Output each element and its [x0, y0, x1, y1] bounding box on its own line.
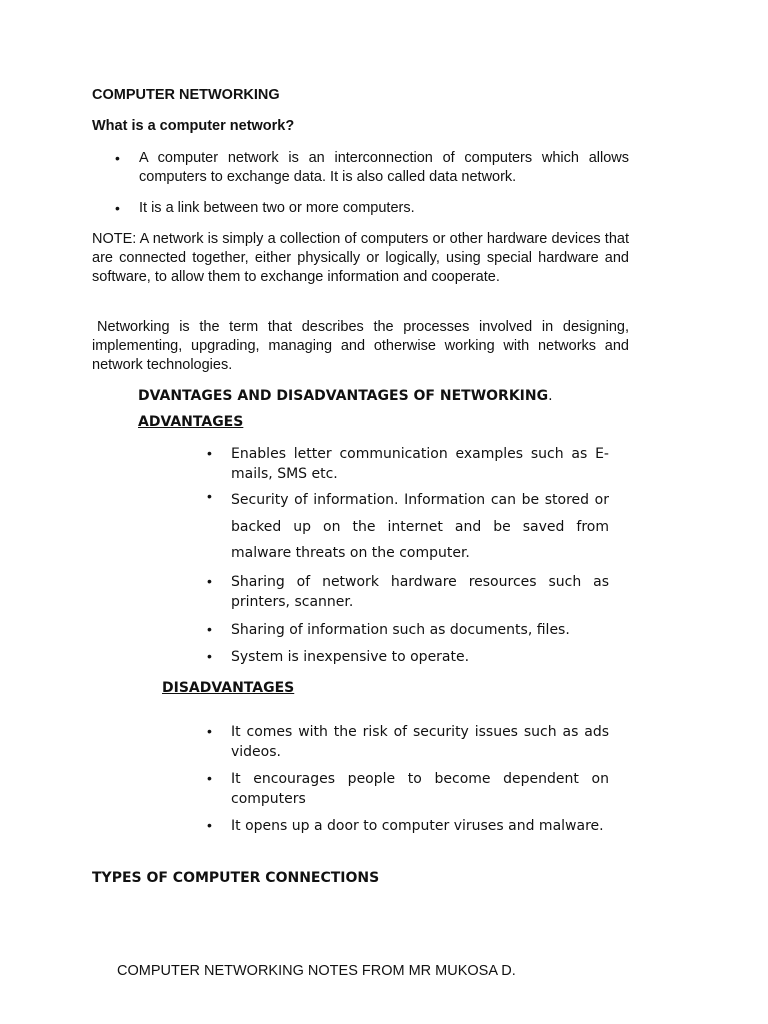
bullet-icon: •	[207, 573, 212, 589]
page-footer: COMPUTER NETWORKING NOTES FROM MR MUKOSA D.	[117, 963, 516, 979]
advantages-heading: ADVANTAGES	[138, 414, 244, 430]
bullet-icon: •	[207, 817, 212, 833]
bullet-icon: •	[115, 200, 120, 216]
bullet-icon: •	[207, 648, 212, 664]
bullet-icon: •	[207, 621, 212, 637]
list-item	[207, 722, 609, 762]
list-item-text: Sharing of network hardware resources such as printers, scanner.	[231, 574, 609, 610]
bullet-icon: •	[207, 445, 212, 461]
list-item	[207, 620, 609, 640]
bullet-icon: •	[207, 488, 212, 504]
types-heading: TYPES OF COMPUTER CONNECTIONS	[92, 870, 380, 886]
networking-paragraph: Networking is the term that describes the processes involved in designing, implementing, upgrading, managing and otherwise working with networks and network technologies.	[92, 319, 629, 373]
list-item	[115, 149, 629, 187]
section-heading-text: DVANTAGES AND DISADVANTAGES OF NETWORKING	[138, 388, 549, 404]
section-heading-dot: .	[548, 388, 553, 404]
section-heading	[138, 388, 553, 404]
document-title: COMPUTER NETWORKING	[92, 87, 280, 103]
list-item-text: It comes with the risk of security issues such as ads videos.	[231, 724, 609, 760]
list-item-text: Sharing of information such as documents, files.	[231, 622, 570, 638]
list-item-text: System is inexpensive to operate.	[231, 649, 470, 665]
bullet-icon: •	[115, 150, 120, 166]
disadvantages-heading: DISADVANTAGES	[162, 680, 295, 696]
note-paragraph: NOTE: A network is simply a collection of computers or other hardware devices that are connected together, either physically or logically, using special hardware and software, to allow them to exchange information and cooperate.	[92, 231, 629, 285]
bullet-icon: •	[207, 770, 212, 786]
list-item	[207, 769, 609, 809]
list-item	[207, 647, 609, 667]
question-heading: What is a computer network?	[92, 118, 295, 134]
list-item	[207, 816, 609, 836]
list-item	[207, 444, 609, 484]
list-item-text: It encourages people to become dependent on computers	[231, 771, 609, 807]
bullet-icon: •	[207, 723, 212, 739]
list-item-text: Enables letter communication examples such as E-mails, SMS etc.	[231, 446, 609, 482]
list-item-text: It is a link between two or more computers.	[139, 200, 415, 216]
list-item-text: Security of information. Information can be stored or backed up on the internet and be saved from malware threats on the computer.	[231, 492, 609, 561]
list-item	[207, 572, 609, 612]
list-item	[207, 487, 609, 567]
list-item	[115, 199, 629, 218]
list-item-text: A computer network is an interconnection of computers which allows computers to exchange data. It is also called data network.	[139, 150, 629, 185]
list-item-text: It opens up a door to computer viruses and malware.	[231, 818, 604, 834]
